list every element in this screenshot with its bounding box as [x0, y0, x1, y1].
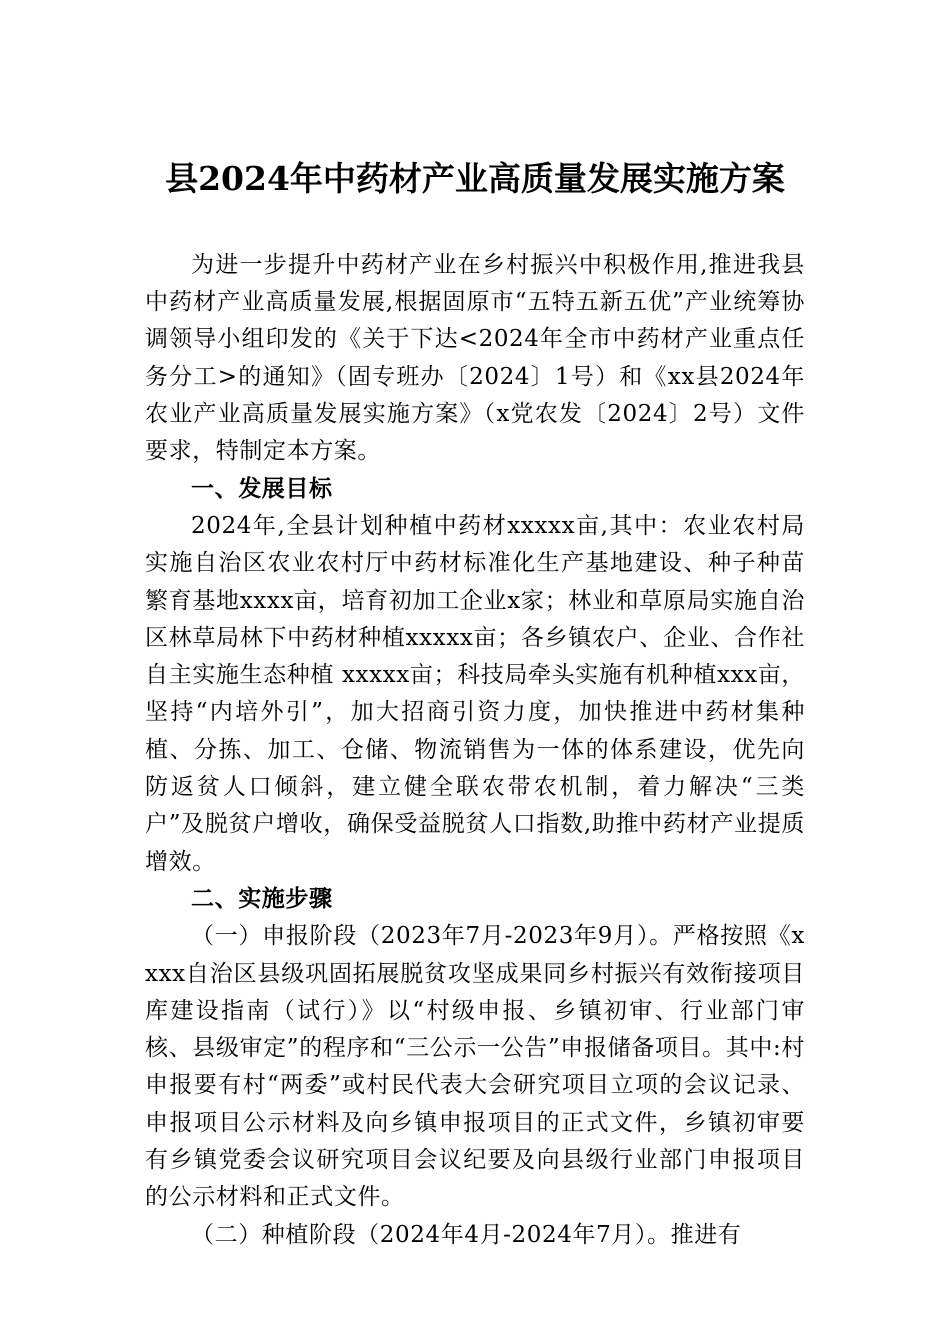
section-heading: 二、实施步骤 [191, 885, 333, 912]
intro-paragraph: 为进一步提升中药材产业在乡村振兴中积极作用,推进我县中药材产业高质量发展,根据固原市“五特五新五优”产业统筹协调领导小组印发的《关于下达<2024年全市中药材产业重点任务分工>的通知》（固专班办〔2024〕1号）和《xx县2024年农业产业高质量发展实施方案》（x党农发〔2024〕2号）文件要求，特制定本方案。 [145, 251, 805, 465]
section-paragraph: 2024年,全县计划种植中药材xxxxx亩,其中：农业农村局实施自治区农业农村厅中药材标准化生产基地建设、种子种苗繁育基地xxxx亩，培育初加工企业x家；林业和草原局实施自治区林草局林下中药材种植xxxxx亩；各乡镇农户、企业、合作社自主实施生态种植 xxxxx亩；科技局牵头实施有机种植xxx亩，坚持“内培外引”，加大招商引资力度，加快推进中药材集种植、分拣、加工、仓储、物流销售为一体的体系建设，优先向防返贫人口倾斜，建立健全联农带农机制，着力解决“三类户”及脱贫户增收，确保受益脱贫人口指数,助推中药材产业提质增效。 [145, 512, 805, 875]
section-development-goals [145, 471, 805, 881]
section-heading: 一、发展目标 [191, 475, 333, 502]
section-implementation-steps [145, 881, 805, 1254]
section-paragraph: （二）种植阶段（2024年4月-2024年7月）。推进有 [191, 1221, 742, 1248]
document-title: 县2024年中药材产业高质量发展实施方案 [165, 159, 785, 198]
section-paragraph: （一）申报阶段（2023年7月-2023年9月）。严格按照《xxxx自治区县级巩固拓展脱贫攻坚成果同乡村振兴有效衔接项目库建设指南（试行）》以“村级申报、乡镇初审、行业部门审核、县级审定”的程序和“三公示一公告”申报储备项目。其中:村申报要有村“两委”或村民代表大会研究项目立项的会议记录、申报项目公示材料及向乡镇申报项目的正式文件，乡镇初审要有乡镇党委会议研究项目会议纪要及向县级行业部门申报项目的公示材料和正式文件。 [145, 923, 805, 1211]
